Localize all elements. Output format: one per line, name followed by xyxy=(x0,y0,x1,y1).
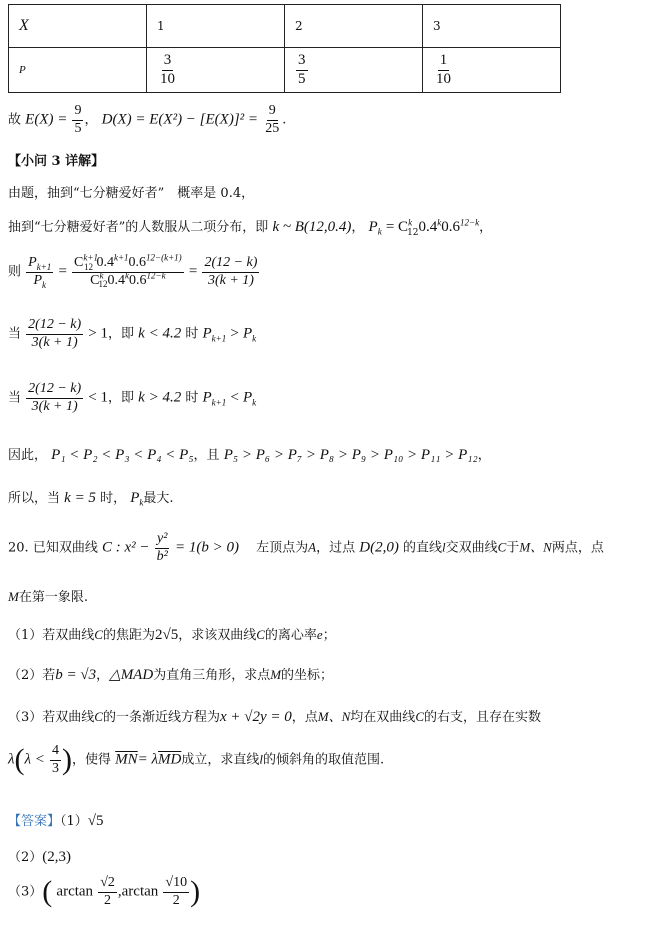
distribution-table xyxy=(8,4,561,93)
table-cell-p1: $\frac{3}{10}$ xyxy=(147,48,285,93)
table-cell-p2: $\frac{3}{5}$ xyxy=(285,48,423,93)
expect-variance-line: 故 E(X) = $\frac{9}{5}$ ， D(X) = E(X²) − [E(X)]² = $\frac{9}{25}$ . xyxy=(8,103,287,136)
sub3-title: 【小问 3 详解】 xyxy=(8,154,105,169)
condition-2: 当 $\frac{2(12 - k)}{3(k + 1)}$ < 1，即 k > 4.2 时 $P_{k+1} < P_k$ xyxy=(8,381,257,414)
table-prob-row xyxy=(9,48,561,93)
question-20-line2: M在第一象限. xyxy=(8,589,88,605)
line-binomial: 抽到“七分糖爱好者”的人数服从二项分布，即 k ~ B(12,0.4)， $P_k = C^k_{12}0.4^k0.6^{12-k}$， xyxy=(8,217,493,238)
table-header-1: 1 xyxy=(147,5,285,48)
table-header-2: 2 xyxy=(285,5,423,48)
table-header-x: X xyxy=(9,5,147,48)
conclusion-line: 所以，当 k = 5 时， $P_k$最大. xyxy=(8,490,174,508)
ratio-mid: $\frac{C^{k+1}_{12} 0.4^{k+1}0.6^{12-(k+1)}}{C^k_{12}0.4^k0.6^{12-k}}$ xyxy=(74,252,182,290)
part-3-line2: λ(λ < $\frac{4}{3}$ )，使得 $\overline{MN}= \lambda\overline{MD}$成立，求直线l的倾斜角的取值范围. xyxy=(8,743,385,777)
answer-1: 【答案】（1）√5 xyxy=(8,813,104,829)
question-20: 20. 已知双曲线 C : x² − $\frac{\text{y²}}{\text{b²}}$ = 1(b > 0) 左顶点为A，过点 D(2,0) 的直线l交双曲线C于M、N两点，点 xyxy=(8,531,604,564)
table-cell-p3: $\frac{1}{10}$ xyxy=(423,48,561,93)
ratio-lhs: $\frac{P_{k+1}}{P_k}$ xyxy=(28,255,52,290)
line-probability: 由题，抽到“七分糖爱好者” 概率是 0.4， xyxy=(8,186,255,201)
therefore-line: 因此， P₁ < P₂ < P₃ < P₄ < P₅，且 P₅ > P₆ > P₇ > P₈ > P₉ > P₁₀ > P₁₁ > P₁₂， xyxy=(8,447,491,463)
ratio-line: 则 $\frac{P_{k+1}}{P_k}$ = $\frac{C^{k+1}_{12} 0.4^{k+1}0.6^{12-(k+1)}}{C^k_{12}0.4^k0.6^{12-k}}$ = $\frac{2(12 - k)}{3(k + 1)}$ xyxy=(8,252,258,290)
ratio-rhs: $\frac{2(12 - k)}{3(k + 1)}$ xyxy=(204,255,258,288)
table-row-label: P xyxy=(9,48,147,93)
table-header-row xyxy=(9,5,561,48)
part-3: （3）若双曲线C的一条渐近线方程为x + √2y = 0，点M、N均在双曲线C的右支，且存在实数 xyxy=(8,709,541,725)
answer-label: 【答案】 xyxy=(8,814,61,829)
answer-3: （3）( arctan $\frac{√2}{2}$ ,arctan $\frac{√10}{2}$ ) xyxy=(8,875,201,909)
condition-1: 当 $\frac{2(12 - k)}{3(k + 1)}$ > 1，即 k < 4.2 时 $P_{k+1} > P_k$ xyxy=(8,317,257,350)
part-2: （2）若b = √3，△MAD为直角三角形，求点M的坐标； xyxy=(8,667,334,683)
answer-2: （2）(2,3) xyxy=(8,849,72,865)
table-header-3: 3 xyxy=(423,5,561,48)
part-1: （1）若双曲线C的焦距为2√5，求该双曲线C的离心率e； xyxy=(8,627,336,643)
